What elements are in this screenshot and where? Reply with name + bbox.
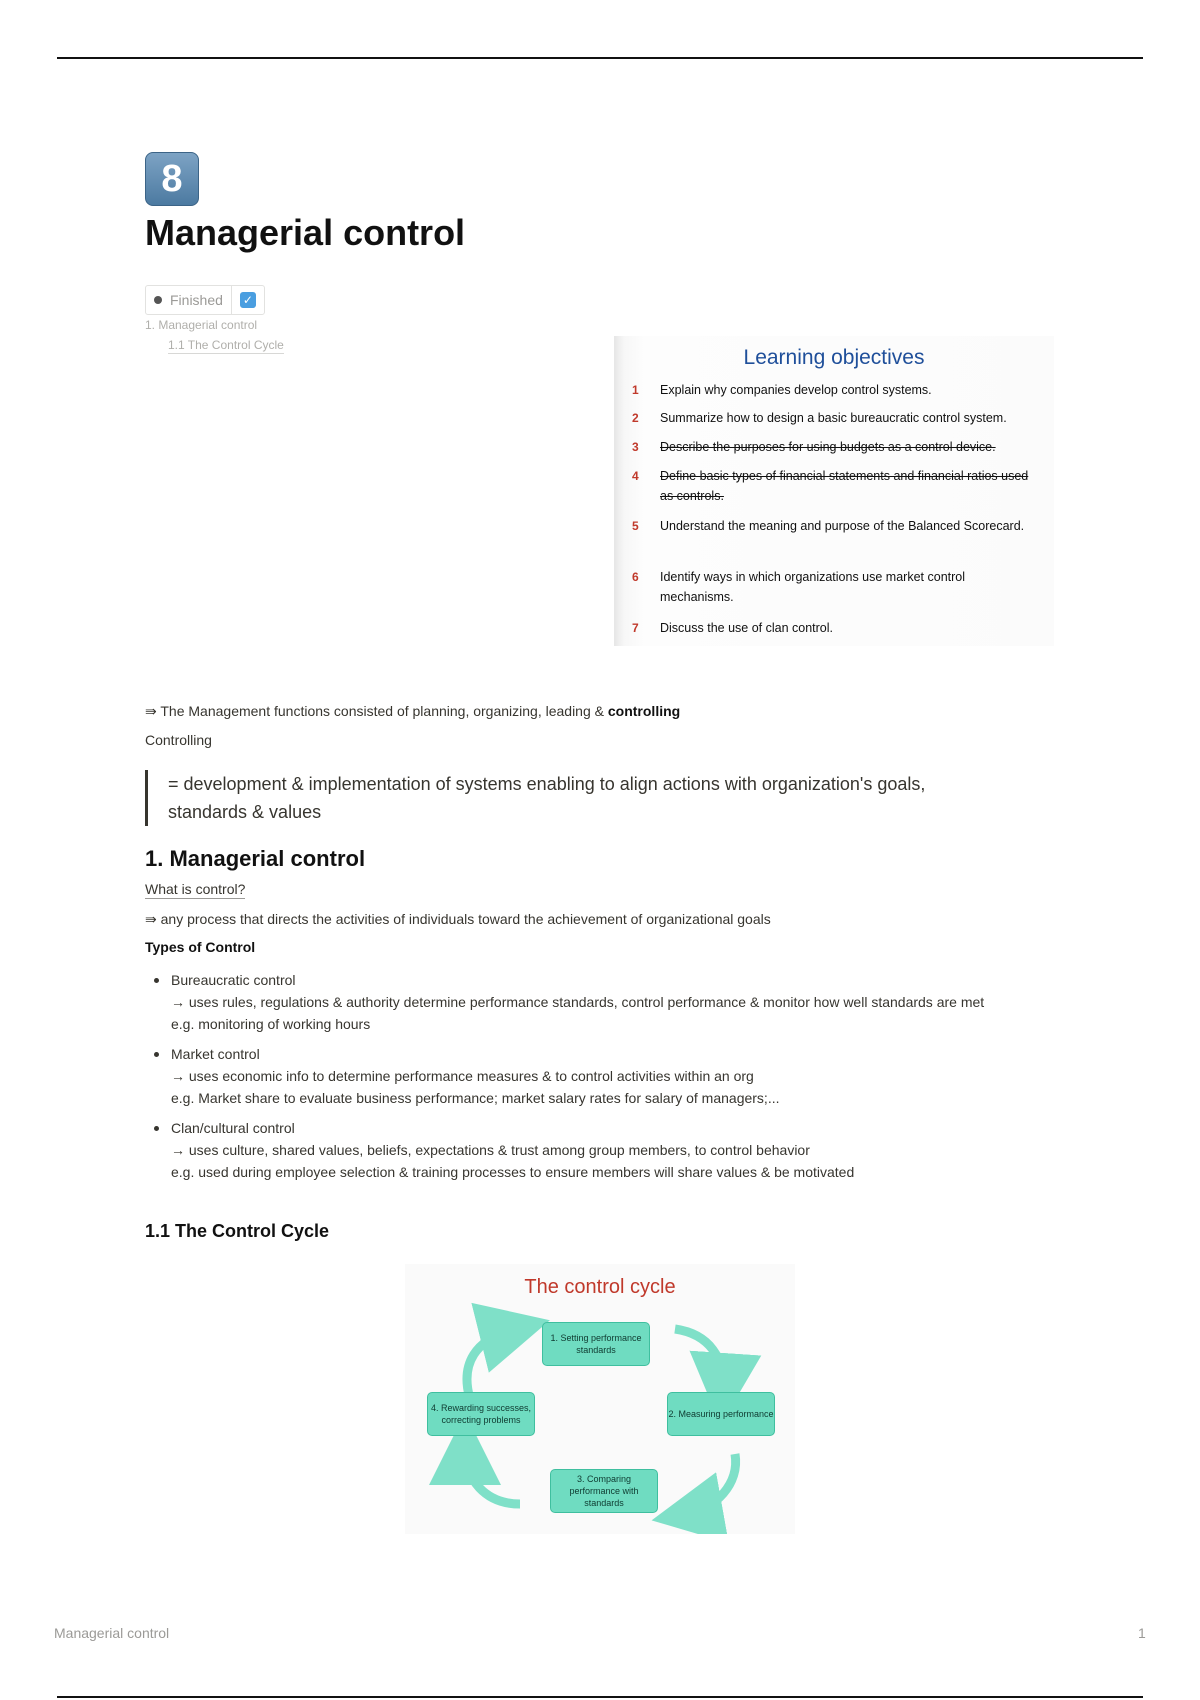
controlling-label: Controlling [145, 732, 212, 748]
cycle-step-measuring: 2. Measuring performance [667, 1392, 775, 1436]
control-cycle-title: The control cycle [524, 1276, 676, 1298]
objective-item: 1 Explain why companies develop control systems. [632, 383, 932, 397]
types-of-control-heading: Types of Control [145, 939, 256, 955]
objective-item: 5 Understand the meaning and purpose of the Balanced Scorecard. [632, 519, 1025, 533]
page-title: Managerial control [145, 212, 466, 253]
arrow-top-right [675, 1329, 723, 1389]
page-icon-number: 8 [145, 152, 199, 206]
arrow-top-left [467, 1329, 515, 1399]
cycle-step-comparing: 3. Comparing performance with standards [550, 1469, 658, 1513]
objective-item: 4 Define basic types of financial statements and financial ratios used as controls. [632, 469, 1029, 503]
section-heading-control-cycle: 1.1 The Control Cycle [145, 1221, 330, 1241]
definition-quote: = development & implementation of systems enabling to align actions with organization's goals, standards & values [145, 770, 1005, 826]
objective-item: 6 Identify ways in which organizations use market control mechanisms. [632, 570, 966, 604]
list-item: Market control → uses economic info to determine performance measures & to control activities within an org e.g. Market share to evaluate business performance; market salary rates for salary of managers;... [145, 1043, 1045, 1109]
status-tag[interactable] [146, 286, 231, 314]
control-cycle-diagram [405, 1264, 795, 1534]
checkbox-checked-icon[interactable]: ✓ [240, 292, 256, 308]
bottom-rule [57, 1696, 1143, 1698]
objective-item: 7 Discuss the use of clan control. [632, 621, 833, 635]
list-item: Bureaucratic control → uses rules, regulations & authority determine performance standards, control performance & monitor how well standards are met e.g. monitoring of working hours [145, 969, 1045, 1035]
learning-objectives-title: Learning objectives [743, 346, 925, 369]
learning-objectives-image [614, 336, 1054, 646]
objective-item: 3 Describe the purposes for using budgets as a control device. [632, 440, 996, 454]
control-definition: ⇛ any process that directs the activities of individuals toward the achievement of organizational goals [145, 911, 771, 927]
cycle-step-setting-standards: 1. Setting performance standards [542, 1322, 650, 1366]
section-heading-managerial-control: 1. Managerial control [145, 846, 366, 871]
types-of-control-list [145, 969, 1045, 1191]
functions-paragraph: ⇛ The Management functions consisted of planning, organizing, leading & controlling [145, 703, 681, 719]
footer-title: Managerial control [54, 1625, 170, 1641]
list-item: Clan/cultural control → uses culture, shared values, beliefs, expectations & trust among group members, to control behavior e.g. used during employee selection & training processes to ensure members will share values & be motivated [145, 1117, 1045, 1183]
what-is-control-link[interactable]: What is control? [145, 881, 246, 897]
footer-page-number: 1 [1138, 1625, 1146, 1641]
toc-link-control-cycle[interactable]: 1.1 The Control Cycle [168, 338, 284, 352]
arrow-bottom-left [465, 1449, 520, 1504]
status-dot-icon [154, 296, 162, 304]
cycle-step-rewarding: 4. Rewarding successes, correcting problems [427, 1392, 535, 1436]
arrow-bottom-right [687, 1454, 736, 1514]
toc-link-managerial-control[interactable]: 1. Managerial control [145, 318, 258, 332]
controlling-emphasis: controlling [607, 703, 681, 719]
status-checkbox-cell[interactable] [231, 286, 264, 314]
top-rule [57, 57, 1143, 59]
status-property[interactable] [145, 285, 265, 315]
objective-item: 2 Summarize how to design a basic bureaucratic control system. [632, 411, 1007, 425]
status-label: Finished [170, 292, 223, 308]
